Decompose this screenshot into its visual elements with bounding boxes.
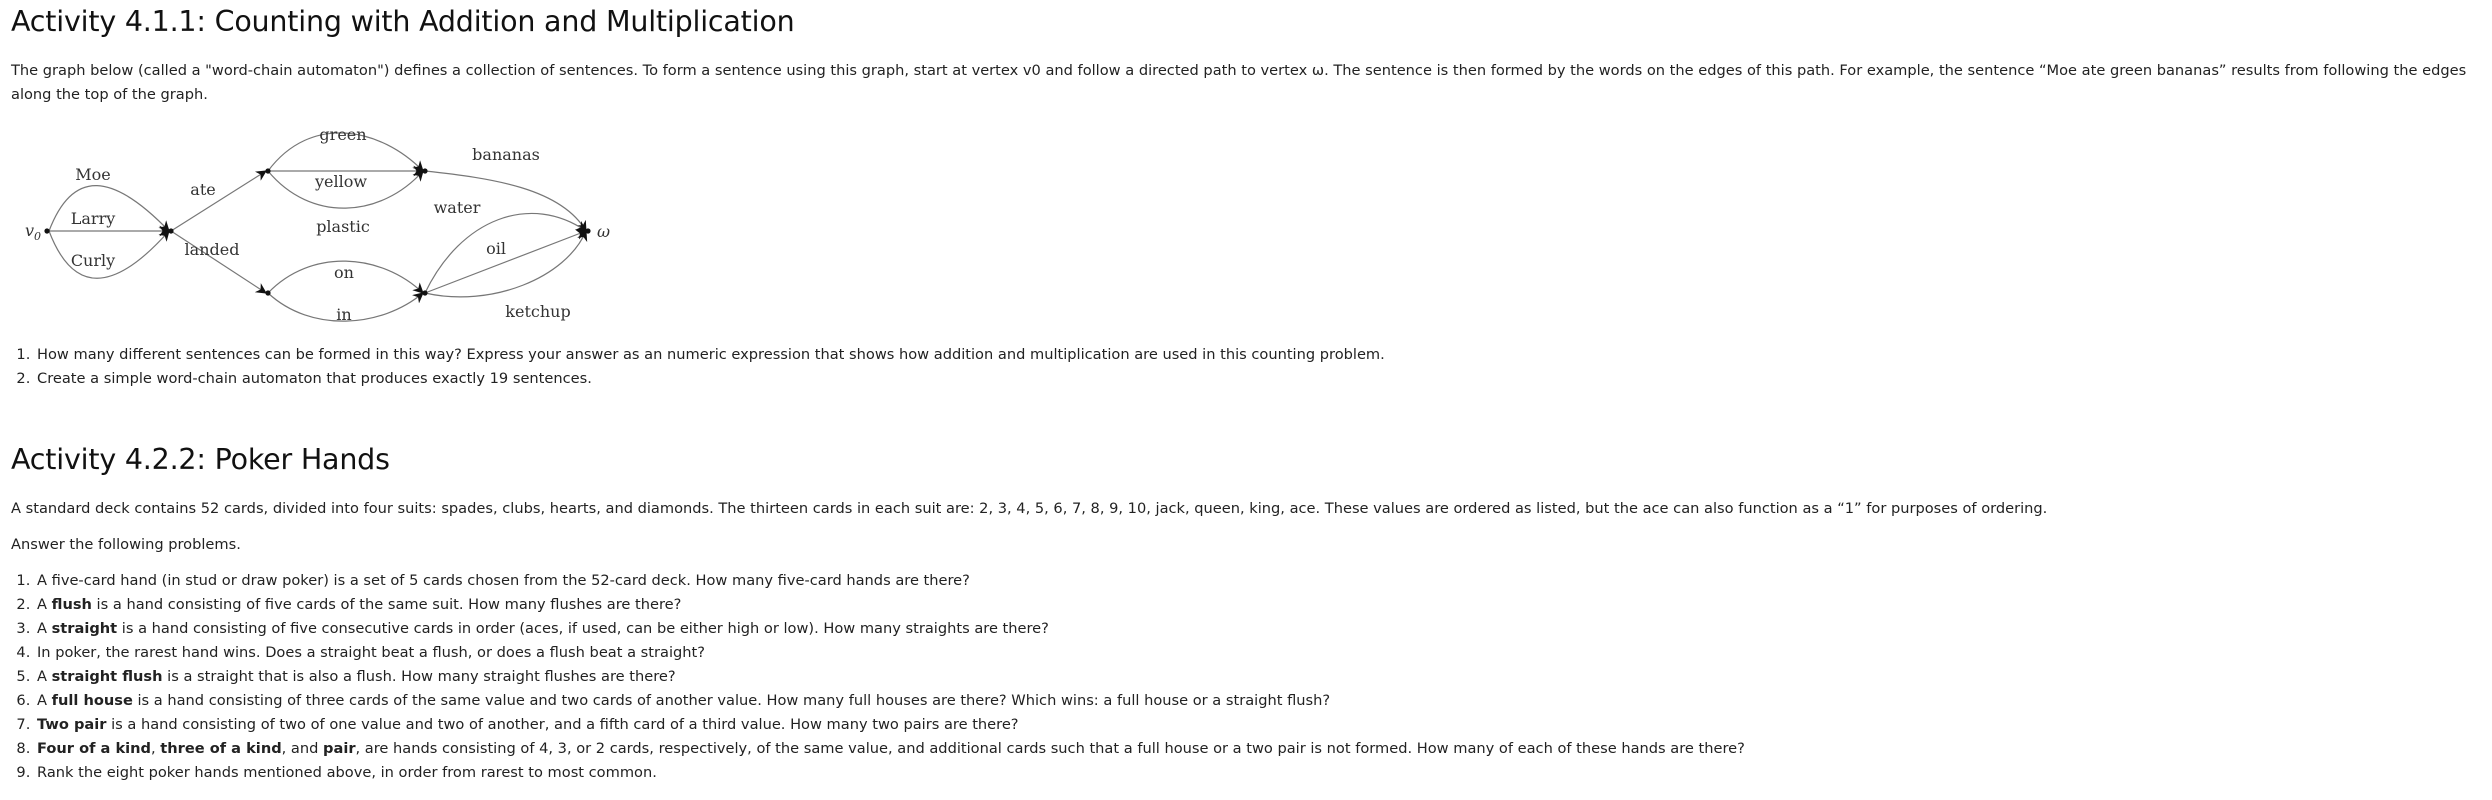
edge-ate [171, 171, 266, 231]
edge-label-ate: ate [190, 180, 216, 199]
question-text: A [37, 620, 52, 637]
activity-intro: The graph below (called a "word-chain automaton") defines a collection of sentences. To form a sentence using this graph, start at vertex v0 and follow a directed path to vertex ω. The sentence is then formed by the words on the edges of this path. For example, the sentence “Moe ate green bananas” results from following the edges along the top of the graph. [11, 62, 2467, 103]
question-item [35, 617, 1745, 641]
edge-label-ketchup: ketchup [505, 302, 571, 321]
activity-title: Activity 4.2.2: Poker Hands [11, 443, 390, 476]
edge-label-curly: Curly [70, 251, 116, 270]
word-chain-automaton [11, 118, 611, 330]
term-two-pair: Two pair [37, 716, 107, 733]
question-item [35, 713, 1745, 737]
edge-label-oil: oil [486, 239, 506, 258]
question-text: is a hand consisting of two of one value and two of another, and a fifth card of a third value. How many two pairs are there? [106, 716, 1019, 733]
question-text: , are hands consisting of 4, 3, or 2 cards, respectively, of the same value, and additional cards such that a full house or a two pair is not formed. How many of each of these hands are there? [355, 740, 1745, 757]
edge-label-green: green [319, 125, 367, 144]
edge-label-on: on [334, 263, 354, 282]
question-item: 9. Rank the eight poker hands mentioned above, in order from rarest to most common. [35, 761, 1745, 785]
poker-questions [11, 569, 1745, 785]
vertex-v0 [44, 228, 49, 233]
question-item [35, 689, 1745, 713]
vertex-label-v0: $v_0$ [25, 221, 42, 243]
vertex-label-omega: ω [597, 222, 611, 241]
question-text: , and [281, 740, 324, 757]
question-text: is a straight that is also a flush. How many straight flushes are there? [162, 668, 676, 685]
edge-label-water: water [433, 198, 481, 217]
vertex-omega [585, 228, 590, 233]
question-item: 1. A five-card hand (in stud or draw poker) is a set of 5 cards chosen from the 52-card deck. How many five-card hands are there? [35, 569, 1745, 593]
term-pair: pair [323, 740, 356, 757]
term-four-of-a-kind: Four of a kind [37, 740, 151, 757]
edge-label-larry: Larry [70, 209, 116, 228]
term-full-house: full house [51, 692, 133, 709]
vertex-e [422, 290, 427, 295]
question-item [35, 665, 1745, 689]
question-item [35, 737, 1745, 761]
question-item: 4. In poker, the rarest hand wins. Does a straight beat a flush, or does a flush beat a straight? [35, 641, 1745, 665]
activity-title: Activity 4.1.1: Counting with Addition and Multiplication [11, 5, 795, 38]
edge-label-moe: Moe [75, 165, 111, 184]
activity-intro: A standard deck contains 52 cards, divided into four suits: spades, clubs, hearts, and diamonds. The thirteen cards in each suit are: 2, 3, 4, 5, 6, 7, 8, 9, 10, jack, queen, king, ace. These values are ordered as listed, but the ace can also function as a “1” for purposes of ordering. [11, 500, 2048, 517]
vertex-d [422, 168, 427, 173]
question-text: is a hand consisting of five cards of the same suit. How many flushes are there? [91, 596, 682, 613]
edge-label-bananas: bananas [472, 145, 540, 164]
term-straight-flush: straight flush [51, 668, 163, 685]
term-flush: flush [51, 596, 92, 613]
activity-prompt: Answer the following problems. [11, 536, 241, 553]
edge-label-in: in [336, 305, 352, 324]
question-item: 2. Create a simple word-chain automaton that produces exactly 19 sentences. [35, 367, 1385, 391]
question-text: is a hand consisting of three cards of the same value and two cards of another value. How many full houses are there? Which wins: a full house or a straight flush? [132, 692, 1331, 709]
vertex-b [265, 168, 270, 173]
term-straight: straight [51, 620, 118, 637]
question-item [35, 593, 1745, 617]
vertex-c [265, 290, 270, 295]
question-text: , [151, 740, 161, 757]
edge-label-yellow: yellow [314, 172, 368, 191]
question-text: A [37, 668, 52, 685]
term-three-of-a-kind: three of a kind [160, 740, 282, 757]
question-text: A [37, 692, 52, 709]
vertex-a [168, 228, 173, 233]
question-item: 1. How many different sentences can be formed in this way? Express your answer as an numeric expression that shows how addition and multiplication are used in this counting problem. [35, 343, 1385, 367]
activity-questions [11, 343, 1385, 391]
edge-label-plastic: plastic [316, 217, 370, 236]
edge-label-landed: landed [184, 240, 240, 259]
question-text: is a hand consisting of five consecutive cards in order (aces, if used, can be either high or low). How many straights are there? [117, 620, 1049, 637]
question-text: A [37, 596, 52, 613]
